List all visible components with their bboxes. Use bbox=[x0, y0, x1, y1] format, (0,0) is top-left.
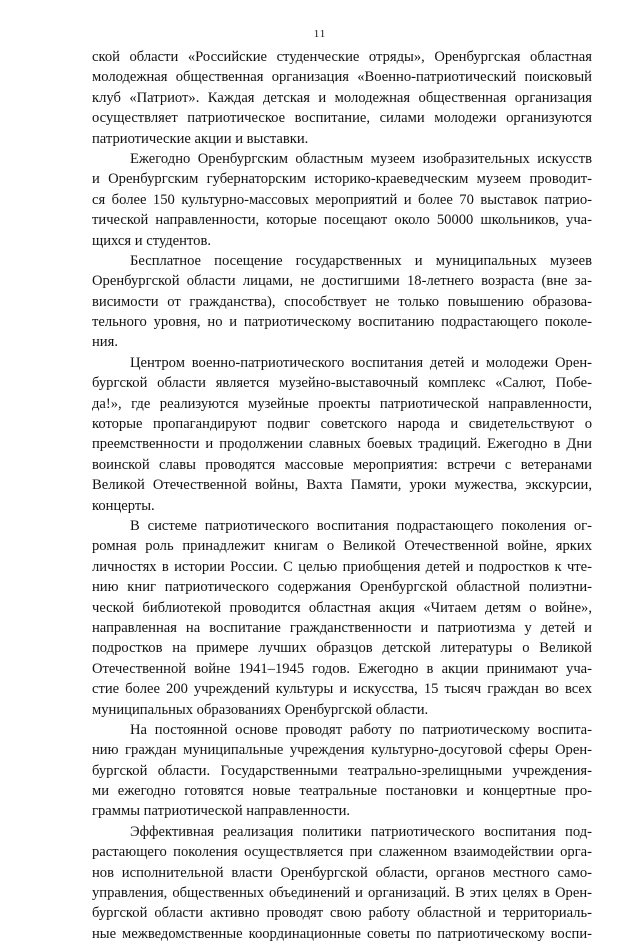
paragraph-line: стие более 200 учреждений культуры и искусства, 15 тысяч граждан во всех bbox=[92, 681, 592, 698]
paragraph-line: ния. bbox=[92, 334, 118, 351]
paragraph-line: нов исполнительной власти Оренбургской области, органов местного само- bbox=[92, 864, 592, 881]
paragraph-line: тельного уровня, но и патриотическому воспитанию подрастающего поколе- bbox=[92, 314, 592, 331]
paragraph-line: Центром военно-патриотического воспитания детей и молодежи Орен- bbox=[130, 354, 592, 371]
paragraph-line: На постоянной основе проводят работу по патриотическому воспита- bbox=[130, 721, 592, 738]
paragraph-line: муниципальных образованиях Оренбургской области. bbox=[92, 701, 429, 718]
paragraph-line: бургской области является музейно-выставочный комплекс «Салют, Побе- bbox=[92, 375, 592, 392]
paragraph-line: Оренбургской области лицами, не достигшими 18-летнего возраста (вне за- bbox=[92, 273, 592, 290]
paragraph-line: висимости от гражданства), способствует не только повышению образова- bbox=[92, 293, 592, 310]
paragraph-line: которые пропагандируют подвиг советского народа и свидетельствуют о bbox=[92, 416, 592, 433]
paragraph-line: ромная роль принадлежит книгам о Великой Отечественной войне, ярких bbox=[92, 538, 592, 555]
paragraph-line: ской области «Российские студенческие отряды», Оренбургская областная bbox=[92, 49, 592, 65]
paragraph-line: бургской области активно проводят свою работу областной и территориаль- bbox=[92, 905, 592, 922]
page-number: 11 bbox=[313, 28, 327, 40]
paragraph-line: и Оренбургским губернаторским историко-краеведческим музеем проводит- bbox=[92, 171, 592, 188]
paragraph-line: Эффективная реализация политики патриотического воспитания под- bbox=[130, 823, 592, 840]
paragraph-line: концерты. bbox=[92, 497, 155, 514]
paragraph-line: подростков на примере лучших образцов детской литературы о Великой bbox=[92, 640, 592, 657]
paragraph-line: Ежегодно Оренбургским областным музеем изобразительных искусств bbox=[130, 150, 592, 167]
paragraph bbox=[92, 822, 592, 944]
paragraph bbox=[92, 47, 592, 149]
paragraph-line: бургской области. Государственными театрально-зрелищными учреждения- bbox=[92, 762, 592, 779]
paragraph-line: Великой Отечественной войны, Вахта Памяти, уроки мужества, экскурсии, bbox=[92, 477, 592, 494]
paragraph-line: ми ежегодно готовятся новые театральные постановки и концертные про- bbox=[92, 783, 592, 800]
paragraph-line: патриотические акции и выставки. bbox=[92, 130, 309, 147]
paragraph-line: молодежная общественная организация «Военно-патриотический поисковый bbox=[92, 69, 592, 86]
paragraph-line: щихся и студентов. bbox=[92, 232, 211, 249]
paragraph bbox=[92, 516, 592, 720]
paragraph-line: управления, общественных объединений и организаций. В этих целях в Орен- bbox=[92, 885, 592, 902]
paragraph-line: нию книг патриотического содержания Оренбургской областной полиэтни- bbox=[92, 579, 592, 596]
paragraph-line: граммы патриотической направленности. bbox=[92, 803, 351, 820]
paragraph-line: клуб «Патриот». Каждая детская и молодежная общественная организация bbox=[92, 89, 592, 106]
paragraph-line: Бесплатное посещение государственных и муниципальных музеев bbox=[130, 252, 592, 269]
paragraph bbox=[92, 251, 592, 353]
paragraph-line: личностях в истории России. С целью приобщения детей и подростков к чте- bbox=[92, 558, 592, 575]
paragraph-line: Отечественной войне 1941–1945 годов. Ежегодно в акции принимают уча- bbox=[92, 660, 592, 677]
paragraph-line: да!», где реализуются музейные проекты патриотической направленности, bbox=[92, 395, 592, 412]
paragraph-line: ческой библиотекой проводится областная акция «Читаем детям о войне», bbox=[92, 599, 592, 616]
paragraph-line: нию граждан муниципальные учреждения культурно-досуговой сферы Орен- bbox=[92, 742, 592, 759]
paragraph-line: преемственности и продолжении славных боевых традиций. Ежегодно в Дни bbox=[92, 436, 592, 453]
paragraph-line: ные межведомственные координационные советы по патриотическому воспи- bbox=[92, 925, 592, 942]
paragraph bbox=[92, 720, 592, 822]
paragraph-line: В системе патриотического воспитания подрастающего поколения ог- bbox=[130, 517, 592, 534]
paragraph-line: направленная на воспитание гражданственности и патриотизма у детей и bbox=[92, 619, 592, 636]
paragraph-line: тической направленности, которые посещают около 50000 школьников, уча- bbox=[92, 212, 592, 229]
paragraph-line: воинской славы проводятся массовые мероприятия: встречи с ветеранами bbox=[92, 456, 592, 473]
paragraph bbox=[92, 353, 592, 516]
paragraph bbox=[92, 149, 592, 251]
paragraph-line: ся более 150 культурно-массовых мероприятий и более 70 выставок патрио- bbox=[92, 191, 592, 208]
paragraph-line: осуществляет патриотическое воспитание, силами молодежи организуются bbox=[92, 110, 592, 127]
paragraph-line: растающего поколения осуществляется при слаженном взаимодействии орга- bbox=[92, 844, 592, 861]
body-text bbox=[92, 47, 592, 944]
